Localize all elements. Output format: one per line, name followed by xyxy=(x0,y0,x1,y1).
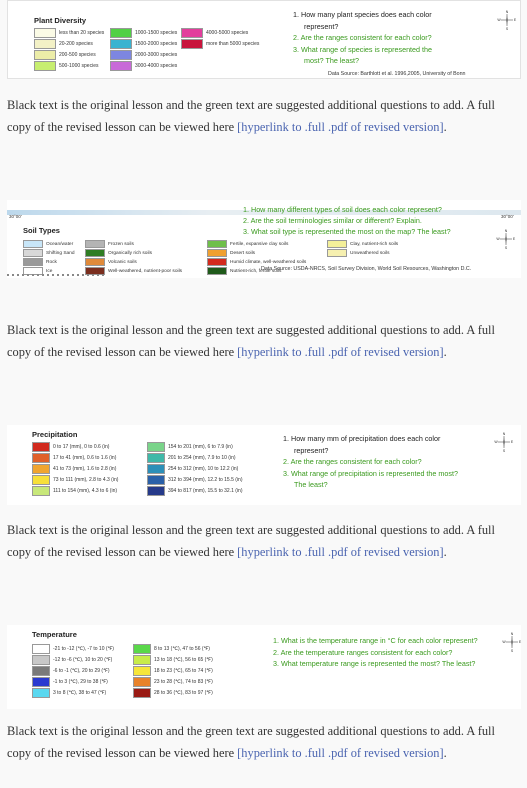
legend-swatch xyxy=(110,50,132,60)
lat-label-right: 30°00' xyxy=(501,214,514,219)
question-item xyxy=(243,226,451,237)
legend-label: -21 to -12 (℃), -7 to 10 (℉) xyxy=(53,646,114,652)
legend-item xyxy=(34,50,96,60)
lesson-note xyxy=(7,94,519,138)
lesson-note xyxy=(7,720,519,764)
legend-label: 23 to 28 (℃), 74 to 83 (℉) xyxy=(154,679,213,685)
lesson-note-text: Black text is the original lesson and the green text are suggested additional questions to add. A full copy of the revised lesson can be viewed here xyxy=(7,523,495,559)
legend-item xyxy=(181,28,248,38)
legend-item xyxy=(181,39,259,49)
legend-item xyxy=(110,39,177,49)
lesson-note xyxy=(7,519,519,563)
compass-svg xyxy=(498,9,516,31)
legend-swatch xyxy=(32,464,50,474)
legend-label: 1500-2000 species xyxy=(135,41,178,47)
question-continuation: represent? xyxy=(304,21,339,31)
legend-swatch xyxy=(23,240,43,248)
legend-swatch xyxy=(147,442,165,452)
legend-label: 18 to 23 (℃), 65 to 74 (℉) xyxy=(154,668,213,674)
legend-item xyxy=(32,442,109,452)
question-number: 3. xyxy=(273,659,279,668)
question-text: What temperature range is represented the most? The least? xyxy=(279,659,476,668)
question-number: 2. xyxy=(283,457,289,466)
legend-item xyxy=(34,61,98,71)
legend-label: 0 to 17 (mm), 0 to 0.6 (in) xyxy=(53,444,110,450)
legend-item xyxy=(23,249,75,257)
revised-lesson-link[interactable]: [hyperlink to .full .pdf of revised version] xyxy=(237,345,444,359)
legend-item xyxy=(32,644,114,654)
compass-n: N xyxy=(505,10,509,14)
compass-n: N xyxy=(502,432,506,436)
compass-rose-icon xyxy=(503,631,521,653)
temperature-panel xyxy=(7,625,521,709)
question-text: What range of precipitation is represented the most? xyxy=(289,468,458,478)
legend-label: 200-500 species xyxy=(59,52,96,58)
legend-label: -12 to -6 (℃), 10 to 20 (℉) xyxy=(53,657,113,663)
legend-item xyxy=(133,655,213,665)
compass-s: S xyxy=(504,246,508,250)
compass-e: E xyxy=(513,18,517,23)
question-item xyxy=(293,32,432,44)
lesson-note-end: . xyxy=(443,345,447,359)
legend-label: Humid climate, well-weathered soils xyxy=(230,259,307,265)
legend-label: 394 to 817 (mm), 15.5 to 32.1 (in) xyxy=(168,488,243,494)
compass-e: E xyxy=(512,237,516,242)
question-number: 3. xyxy=(293,44,299,54)
legend-label: 500-1000 species xyxy=(59,63,99,69)
legend-label: 17 to 41 (mm), 0.6 to 1.6 (in) xyxy=(53,455,117,461)
legend-swatch xyxy=(85,249,105,257)
legend-item xyxy=(85,258,137,266)
legend-item xyxy=(23,240,73,248)
compass-w: W xyxy=(496,237,500,242)
legend-label: 254 to 312 (mm), 10 to 12.2 (in) xyxy=(168,466,239,472)
lesson-note-text: Black text is the original lesson and the green text are suggested additional questions to add. A full copy of the revised lesson can be viewed here xyxy=(7,323,495,359)
legend-label: Organically rich soils xyxy=(108,250,152,256)
legend-label: Ice xyxy=(46,268,53,274)
compass-svg xyxy=(495,431,513,453)
legend-item xyxy=(110,28,177,38)
legend-swatch xyxy=(133,655,151,665)
question-item xyxy=(273,658,478,670)
lat-label-left: 30°00' xyxy=(9,214,22,219)
question-number: 3. xyxy=(243,227,249,237)
plant-diversity-panel xyxy=(7,0,521,79)
legend-item xyxy=(133,644,210,654)
legend-swatch xyxy=(207,249,227,257)
legend-swatch xyxy=(34,61,56,71)
legend-swatch xyxy=(147,486,165,496)
question-continuation: represent? xyxy=(294,445,329,455)
legend-label: more than 5000 species xyxy=(206,41,260,47)
legend-item xyxy=(133,666,213,676)
legend-label: Shifting Sand xyxy=(46,250,75,256)
legend-swatch xyxy=(133,677,151,687)
legend-label: 3 to 8 (℃), 38 to 47 (℉) xyxy=(53,690,107,696)
legend-item xyxy=(327,240,398,248)
question-item xyxy=(283,433,458,445)
legend-item xyxy=(34,28,104,38)
compass-rose-icon xyxy=(497,228,515,250)
legend-item xyxy=(32,655,112,665)
legend-item xyxy=(207,249,255,257)
legend-label: 111 to 154 (mm), 4.3 to 6 (in) xyxy=(53,488,118,494)
legend-label: 4000-5000 species xyxy=(206,30,249,36)
legend-item xyxy=(147,464,238,474)
legend-item xyxy=(32,486,117,496)
question-text: Are the ranges consistent for each color? xyxy=(289,457,422,466)
compass-s: S xyxy=(505,27,509,31)
legend-swatch xyxy=(207,267,227,275)
compass-w: W xyxy=(494,440,498,445)
map-edge-strip-bottom xyxy=(7,274,107,276)
legend-label: 1000-1500 species xyxy=(135,30,178,36)
legend-item xyxy=(32,688,106,698)
compass-e: E xyxy=(510,440,514,445)
legend-item xyxy=(147,475,242,485)
precipitation-title: Precipitation xyxy=(32,430,78,439)
legend-swatch xyxy=(147,464,165,474)
question-text: Are the temperature ranges consistent for each color? xyxy=(279,647,453,657)
question-text: What range of species is represented the xyxy=(299,44,433,54)
question-text: What is the temperature range in °C for each color represent? xyxy=(279,636,478,645)
revised-lesson-link[interactable]: [hyperlink to .full .pdf of revised version] xyxy=(237,746,444,760)
legend-item xyxy=(207,258,306,266)
legend-label: -6 to -1 (℃), 20 to 29 (℉) xyxy=(53,668,110,674)
legend-label: 20-200 species xyxy=(59,41,93,47)
question-text: What soil type is represented the most on the map? The least? xyxy=(249,227,451,237)
legend-swatch xyxy=(207,240,227,248)
compass-n: N xyxy=(504,229,508,233)
lesson-note-text: Black text is the original lesson and the green text are suggested additional questions to add. A full copy of the revised lesson can be viewed here xyxy=(7,98,495,134)
legend-item xyxy=(110,50,177,60)
question-item xyxy=(293,9,432,21)
legend-swatch xyxy=(32,677,50,687)
legend-swatch xyxy=(207,258,227,266)
legend-item xyxy=(32,453,116,463)
compass-s: S xyxy=(510,649,514,653)
soil-data-source: Data Source: USDA-NRCS, Soil Survey Division, World Soil Resources, Washington D.C. xyxy=(261,266,472,272)
compass-w: W xyxy=(497,18,501,23)
legend-swatch xyxy=(110,28,132,38)
lesson-note xyxy=(7,319,519,363)
legend-swatch xyxy=(147,475,165,485)
legend-swatch xyxy=(32,688,50,698)
legend-label: 41 to 73 (mm), 1.6 to 2.8 (in) xyxy=(53,466,117,472)
question-text: How many mm of precipitation does each color xyxy=(289,434,441,443)
precipitation-questions xyxy=(283,433,458,491)
legend-label: less than 20 species xyxy=(59,30,105,36)
legend-item xyxy=(85,240,134,248)
question-number: 1. xyxy=(293,10,299,19)
legend-swatch xyxy=(34,28,56,38)
legend-item xyxy=(85,249,152,257)
question-number: 3. xyxy=(283,468,289,478)
soil-questions xyxy=(243,204,451,238)
legend-swatch xyxy=(85,258,105,266)
legend-item xyxy=(34,39,93,49)
legend-swatch xyxy=(133,688,151,698)
temperature-title: Temperature xyxy=(32,630,77,639)
legend-item xyxy=(23,258,57,266)
legend-item xyxy=(133,677,213,687)
legend-label: 312 to 394 (mm), 12.2 to 15.5 (in) xyxy=(168,477,243,483)
legend-label: Desert soils xyxy=(230,250,256,256)
legend-swatch xyxy=(327,240,347,248)
plant-diversity-title: Plant Diversity xyxy=(34,16,87,25)
question-number: 1. xyxy=(283,434,289,443)
legend-swatch xyxy=(32,655,50,665)
legend-swatch xyxy=(34,50,56,60)
legend-swatch xyxy=(110,39,132,49)
question-text: Are the ranges consistent for each color? xyxy=(299,33,432,42)
legend-item xyxy=(133,688,213,698)
compass-w: W xyxy=(502,640,506,645)
legend-item xyxy=(32,666,110,676)
legend-label: 28 to 36 (℃), 83 to 97 (℉) xyxy=(154,690,213,696)
legend-label: 154 to 201 (mm), 6 to 7.9 (in) xyxy=(168,444,233,450)
legend-swatch xyxy=(32,442,50,452)
legend-swatch xyxy=(147,453,165,463)
legend-swatch xyxy=(23,249,43,257)
legend-label: Volcanic soils xyxy=(108,259,137,265)
soil-types-title: Soil Types xyxy=(23,226,60,235)
legend-item xyxy=(32,464,116,474)
question-number: 2. xyxy=(243,216,249,226)
revised-lesson-link[interactable]: [hyperlink to .full .pdf of revised version] xyxy=(237,545,444,559)
question-number: 2. xyxy=(273,647,279,657)
legend-label: Frozen soils xyxy=(108,241,134,247)
legend-label: 8 to 13 (℃), 47 to 56 (℉) xyxy=(154,646,210,652)
question-number: 1. xyxy=(273,636,279,645)
legend-swatch xyxy=(32,486,50,496)
legend-label: Ocean/water xyxy=(46,241,74,247)
legend-swatch xyxy=(32,475,50,485)
legend-item xyxy=(110,61,177,71)
compass-s: S xyxy=(502,449,506,453)
compass-rose-icon xyxy=(495,431,513,453)
question-item xyxy=(293,44,432,56)
legend-swatch xyxy=(327,249,347,257)
lesson-note-end: . xyxy=(443,545,447,559)
question-text: How many different types of soil does each color represent? xyxy=(249,205,442,214)
plant-data-source: Data Source: Barthlott et al. 1996,2005, University of Bonn xyxy=(328,71,466,77)
legend-swatch xyxy=(34,39,56,49)
revised-lesson-link[interactable]: [hyperlink to .full .pdf of revised version] xyxy=(237,120,444,134)
compass-svg xyxy=(497,228,515,250)
legend-swatch xyxy=(32,644,50,654)
compass-e: E xyxy=(518,640,522,645)
legend-label: Fertile, expansive clay soils xyxy=(230,241,289,247)
legend-label: 201 to 254 (mm), 7.9 to 10 (in) xyxy=(168,455,236,461)
question-text: Are the soil terminologies similar or different? Explain. xyxy=(249,216,422,226)
legend-label: 13 to 18 (℃), 56 to 65 (℉) xyxy=(154,657,213,663)
legend-label: Well-weathered, nutrient-poor soils xyxy=(108,268,183,274)
legend-label: 73 to 111 (mm), 2.8 to 4.3 (in) xyxy=(53,477,119,483)
precipitation-panel xyxy=(7,425,521,505)
legend-swatch xyxy=(85,240,105,248)
legend-label: Unweathered soils xyxy=(350,250,390,256)
compass-rose-icon xyxy=(498,9,516,31)
question-number: 2. xyxy=(293,33,299,42)
legend-swatch xyxy=(32,666,50,676)
legend-item xyxy=(327,249,389,257)
temperature-questions xyxy=(273,635,478,670)
question-item xyxy=(243,204,451,215)
question-continuation: The least? xyxy=(294,480,328,489)
compass-svg xyxy=(503,631,521,653)
question-item xyxy=(243,215,451,226)
compass-n: N xyxy=(510,632,514,636)
question-item xyxy=(273,635,478,647)
legend-swatch xyxy=(23,258,43,266)
question-text: How many plant species does each color xyxy=(299,10,432,19)
legend-item xyxy=(147,486,242,496)
question-number: 1. xyxy=(243,205,249,214)
legend-item xyxy=(147,453,236,463)
lesson-note-end: . xyxy=(443,746,447,760)
legend-swatch xyxy=(110,61,132,71)
legend-label: 2000-3000 species xyxy=(135,52,178,58)
legend-label: 3000-4000 species xyxy=(135,63,178,69)
legend-swatch xyxy=(32,453,50,463)
legend-item xyxy=(32,677,108,687)
legend-swatch xyxy=(133,666,151,676)
legend-item xyxy=(32,475,118,485)
legend-label: Clay, nutrient-rich soils xyxy=(350,241,399,247)
lesson-note-text: Black text is the original lesson and the green text are suggested additional questions to add. A full copy of the revised lesson can be viewed here xyxy=(7,724,495,760)
question-item xyxy=(283,456,458,468)
legend-swatch xyxy=(181,28,203,38)
legend-swatch xyxy=(133,644,151,654)
question-continuation: most? The least? xyxy=(304,56,360,65)
lesson-note-end: . xyxy=(443,120,447,134)
soil-types-panel xyxy=(7,200,521,278)
question-item xyxy=(273,647,478,659)
legend-item xyxy=(207,240,288,248)
legend-item xyxy=(147,442,233,452)
question-item xyxy=(283,468,458,480)
legend-swatch xyxy=(181,39,203,49)
legend-label: -1 to 3 (℃), 29 to 38 (℉) xyxy=(53,679,108,685)
legend-label: Rock xyxy=(46,259,57,265)
plant-questions xyxy=(293,9,432,67)
legend-label: Nutrient-rich, fertile soils xyxy=(230,268,282,274)
